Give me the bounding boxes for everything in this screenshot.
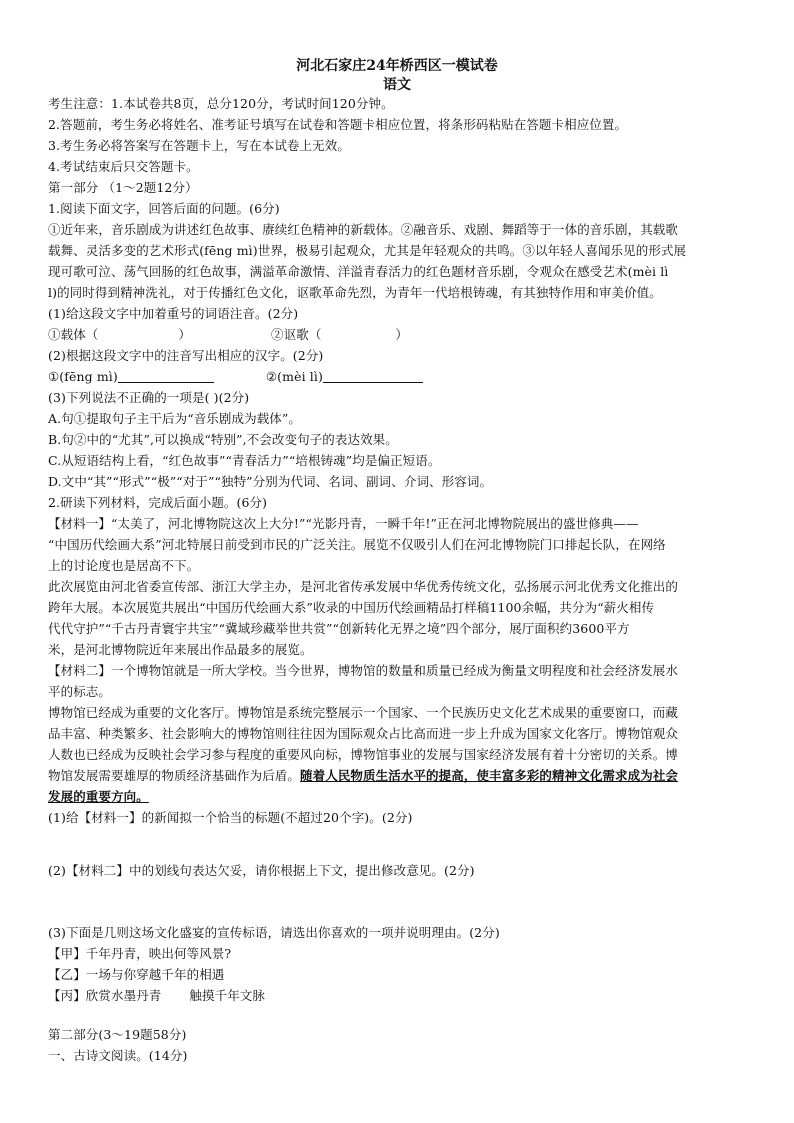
q2-sub1: (1)给【材料一】的新闻拟一个恰当的标题(不超过20个字)。(2分) (48, 810, 413, 825)
material1-line: “中国历代绘画大系”河北特展日前受到市民的广泛关注。展览不仅吸引人们在河北博物院门口排起长队，在网络 (48, 537, 666, 552)
answer-blank[interactable] (118, 369, 214, 383)
q1-passage-line: ①近年来，音乐剧成为讲述红色故事、赓续红色精神的新载体。②融音乐、戏剧、舞蹈等于一体的音乐剧，其载歌 (48, 222, 679, 237)
q1-passage-line: 载舞、灵活多变的艺术形式(fēng mì)世界，极易引起观众，尤其是年轻观众的共鸣。③以年轻人喜闻乐见的形式展 (48, 243, 687, 258)
notice-line: 考生注意：1.本试卷共8页，总分120分，考试时间120分钟。 (48, 96, 394, 111)
notice-line: 2.答题前，考生务必将姓名、准考证号填写在试卷和答题卡相应位置，将条形码粘贴在答题卡相应位置。 (48, 117, 628, 132)
slogan-yi: 【乙】一场与你穿越千年的相遇 (48, 967, 225, 982)
material2-line (48, 767, 748, 785)
option-item: D.文中“其”“形式”“极”“对于”“独特”分别为代词、名词、副词、介词、形容词。 (48, 474, 493, 489)
subject-title: 语文 (383, 77, 411, 93)
answer-label: ②讴歌（ (271, 327, 322, 342)
material1-line: 跨年大展。本次展览共展出“中国历代绘画大系”收录的中国历代绘画精品打样稿1100余幅，共分为“薪火相传 (48, 600, 655, 615)
q1-sub2-answers (48, 368, 748, 386)
option-item: B.句②中的“尤其”,可以换成“特别”,不会改变句子的表达效果。 (48, 432, 398, 447)
part1-heading: 第一部分 （1～2题12分） (48, 180, 198, 195)
answer-label: ） (178, 327, 192, 342)
material1-line: 代代守护”“千古丹青寰宇共宝”“冀域珍藏举世共赏”“创新转化无界之境”四个部分，展厅面积约3600平方 (48, 621, 630, 636)
slogan-jia: 【甲】千年丹青，映出何等风景? (48, 946, 232, 961)
material1-line: 米，是河北博物院近年来展出作品最多的展览。 (48, 642, 313, 657)
q1-sub3-stem: (3)下列说法不正确的一项是( )(2分) (48, 390, 250, 405)
answer-label: ②(mèi lì) (265, 369, 323, 384)
q2-stem: 2.研读下列材料，完成后面小题。(6分) (48, 495, 268, 510)
notice-line: 4.考试结束后只交答题卡。 (48, 159, 199, 174)
notice-line: 3.考生务必将答案写在答题卡上，写在本试卷上无效。 (48, 138, 350, 153)
material2-line: 品丰富、种类繁多、社会影响大的博物馆则往往因为国际观众占比高而进一步上升成为国家文化客厅。博物馆观众 (48, 726, 679, 741)
material2-line (48, 788, 748, 806)
material2-text: 物馆发展需要雄厚的物质经济基础作为后盾。 (48, 768, 301, 783)
slogan-bing-part: 触摸千年文脉 (189, 988, 266, 1003)
option-item: C.从短语结构上看，“红色故事”“青春活力”“培根铸魂”均是偏正短语。 (48, 453, 441, 468)
exam-title: 河北石家庄24年桥西区一模试卷 (296, 58, 498, 74)
material2-line: 平的标志。 (48, 684, 112, 699)
q1-passage-line: 现可歌可泣、荡气回肠的红色故事，满溢革命激情、洋溢青春活力的红色题材音乐剧，令观众在感受艺术(mèi lì (48, 264, 669, 279)
answer-blank[interactable] (323, 369, 423, 383)
material2-line: 人数也已经成为反映社会学习参与程度的重要风向标，博物馆事业的发展与国家经济发展有着十分密切的关系。博 (48, 747, 679, 762)
q1-sub1-answers (48, 326, 748, 344)
q2-sub2: (2)【材料二】中的划线句表达欠妥，请你根据上下文，提出修改意见。(2分) (48, 863, 475, 878)
slogan-bing-part: 【丙】欣赏水墨丹青 (48, 988, 162, 1003)
material1-line: 此次展览由河北省委宣传部、浙江大学主办，是河北省传承发展中华优秀传统文化，弘扬展示河北优秀文化推出的 (48, 579, 679, 594)
q1-stem: 1.阅读下面文字，回答后面的问题。(6分) (48, 201, 280, 216)
underlined-sentence: 随着人民物质生活水平的提高，使丰富多彩的精神文化需求成为社会 (300, 768, 679, 783)
underlined-sentence: 发展的重要方向。 (48, 789, 149, 804)
q1-sub1-stem: (1)给这段文字中加着重号的词语注音。(2分) (48, 306, 299, 321)
q1-sub2-stem: (2)根据这段文字中的注音写出相应的汉字。(2分) (48, 348, 324, 363)
material1-line: 【材料一】“太美了，河北博物院这次上大分!”“光影丹青，一瞬千年!”正在河北博物院展出的盛世修典—— (48, 516, 639, 531)
section-heading: 一、古诗文阅读。(14分) (48, 1048, 188, 1063)
material2-line: 【材料二】一个博物馆就是一所大学校。当今世界，博物馆的数量和质量已经成为衡量文明程度和社会经济发展水 (48, 663, 679, 678)
material2-line: 博物馆已经成为重要的文化客厅。博物馆是系统完整展示一个国家、一个民族历史文化艺术成果的重要窗口，而藏 (48, 705, 679, 720)
answer-label: ） (395, 327, 409, 342)
option-item: A.句①提取句子主干后为“音乐剧成为载体”。 (48, 411, 301, 426)
answer-label: ①(fēng mì) (48, 369, 118, 384)
slogan-bing (48, 987, 748, 1005)
material1-line: 上的讨论度也是居高不下。 (48, 558, 200, 573)
part2-heading: 第二部分(3～19题58分) (48, 1027, 187, 1042)
answer-label: ①载体（ (48, 327, 99, 342)
q1-passage-line: l)的同时得到精神洗礼，对于传播红色文化，讴歌革命先烈，为青年一代培根铸魂，有其独特作用和审美价值。 (48, 285, 662, 300)
q2-sub3: (3)下面是几则这场文化盛宴的宣传标语，请选出你喜欢的一项并说明理由。(2分) (48, 925, 500, 940)
